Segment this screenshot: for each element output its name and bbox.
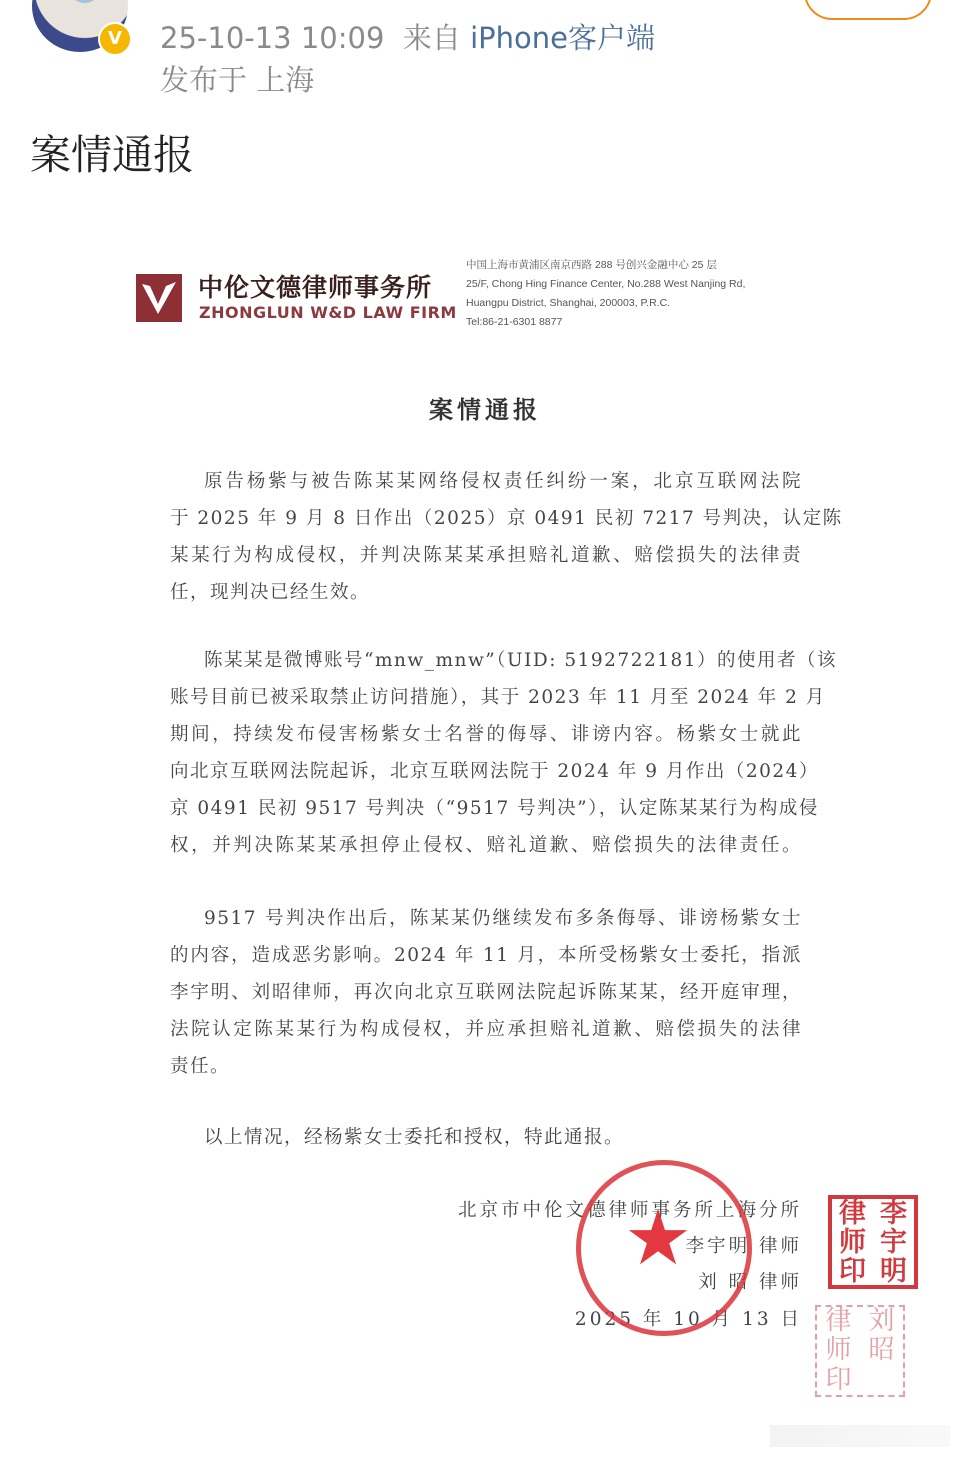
text-line: 期间，持续发布侵害杨紫女士名誉的侮辱、诽谤内容。杨紫女士就此 <box>170 724 802 745</box>
text-line: 账号目前已被采取禁止访问措施），其于 2023 年 11 月至 2024 年 2 月 <box>170 687 826 708</box>
text-line: 以上情况，经杨紫女士委托和授权，特此通报。 <box>204 1127 625 1148</box>
watermark <box>770 1425 950 1447</box>
paragraph-4 <box>170 1124 802 1161</box>
text-line: 法院认定陈某某行为构成侵权，并应承担赔礼道歉、赔偿损失的法律 <box>170 1019 802 1040</box>
firm-name-cn: 中伦文德律师事务所 <box>198 273 433 302</box>
stamp-char: 印 <box>825 1364 852 1395</box>
stamp-char: 昭 <box>868 1335 895 1366</box>
address-phone: Tel:86-21-6301 8877 <box>466 316 563 328</box>
stamp-char: 印 <box>839 1256 866 1287</box>
verified-badge-icon: V <box>98 22 132 56</box>
post-text: 案情通报 <box>30 131 194 179</box>
stamp-char: 刘 <box>868 1306 895 1336</box>
signature-date: 2025 年 10 月 13 日 <box>574 1309 802 1330</box>
text-line: 的内容，造成恶劣影响。2024 年 11 月，本所受杨紫女士委托，指派 <box>170 945 802 966</box>
stamp-char: 律 <box>839 1198 866 1229</box>
text-line: 权，并判决陈某某承担停止侵权、赔礼道歉、赔偿损失的法律责任。 <box>170 835 802 856</box>
lawyer-stamp-liu <box>815 1305 905 1397</box>
stamp-char: 宇 <box>880 1227 907 1258</box>
text-line: 任，现判决已经生效。 <box>170 582 371 603</box>
stamp-char: 律 <box>825 1306 852 1336</box>
source-prefix: 来自 <box>402 21 461 55</box>
address-line: 25/F, Chong Hing Finance Center, No.288 West Nanjing Rd, <box>466 278 746 290</box>
text-line: 向北京互联网法院起诉，北京互联网法院于 2024 年 9 月作出（2024） <box>170 761 819 782</box>
seal-star-icon: ★ <box>624 1193 693 1282</box>
post-location: 发布于 上海 <box>160 63 315 97</box>
text-line: 京 0491 民初 9517 号判决（“9517 号判决”），认定陈某某行为构成侵 <box>170 798 819 819</box>
text-line: 原告杨紫与被告陈某某网络侵权责任纠纷一案，北京互联网法院 <box>204 471 802 492</box>
text-line: 李宇明、刘昭律师，再次向北京互联网法院起诉陈某某，经开庭审理， <box>170 982 802 1003</box>
text-line: 某某行为构成侵权，并判决陈某某承担赔礼道歉、赔偿损失的法律责 <box>170 545 802 566</box>
stamp-char: 李 <box>880 1198 907 1229</box>
post-timestamp: 25-10-13 10:09 <box>160 21 385 55</box>
firm-name-en: ZHONGLUN W&D LAW FIRM <box>199 303 457 322</box>
text-line: 于 2025 年 9 月 8 日作出（2025）京 0491 民初 7217 号判决，认定陈 <box>170 508 843 529</box>
lawyer-stamp-li <box>828 1195 918 1289</box>
signature-lawyer-1: 李宇明 律师 <box>685 1236 802 1257</box>
stamp-char: 明 <box>880 1256 907 1287</box>
document-title: 案情通报 <box>429 395 541 424</box>
address-line: 中国上海市黄浦区南京西路 288 号创兴金融中心 25 层 <box>466 259 717 271</box>
follow-button[interactable] <box>804 0 932 20</box>
text-line: 9517 号判决作出后，陈某某仍继续发布多条侮辱、诽谤杨紫女士 <box>204 908 802 929</box>
firm-logo-icon <box>136 274 182 322</box>
signature-firm: 北京市中伦文德律师事务所上海分所 <box>457 1200 802 1221</box>
post-meta <box>160 16 655 57</box>
post-source-link[interactable]: iPhone客户端 <box>470 21 655 55</box>
text-line: 责任。 <box>170 1056 231 1077</box>
paragraph-2 <box>170 647 838 869</box>
address-line: Huangpu District, Shanghai, 200003, P.R.C. <box>466 297 671 309</box>
signature-lawyer-2: 刘 昭 律师 <box>698 1272 802 1293</box>
stamp-char: 师 <box>839 1227 866 1258</box>
paragraph-1 <box>170 468 843 616</box>
paragraph-3 <box>170 905 802 1090</box>
text-line: 陈某某是微博账号“mnw_mnw”（UID: 5192722181）的使用者（该 <box>204 650 838 671</box>
stamp-char: 师 <box>825 1335 852 1366</box>
firm-address <box>466 256 745 332</box>
